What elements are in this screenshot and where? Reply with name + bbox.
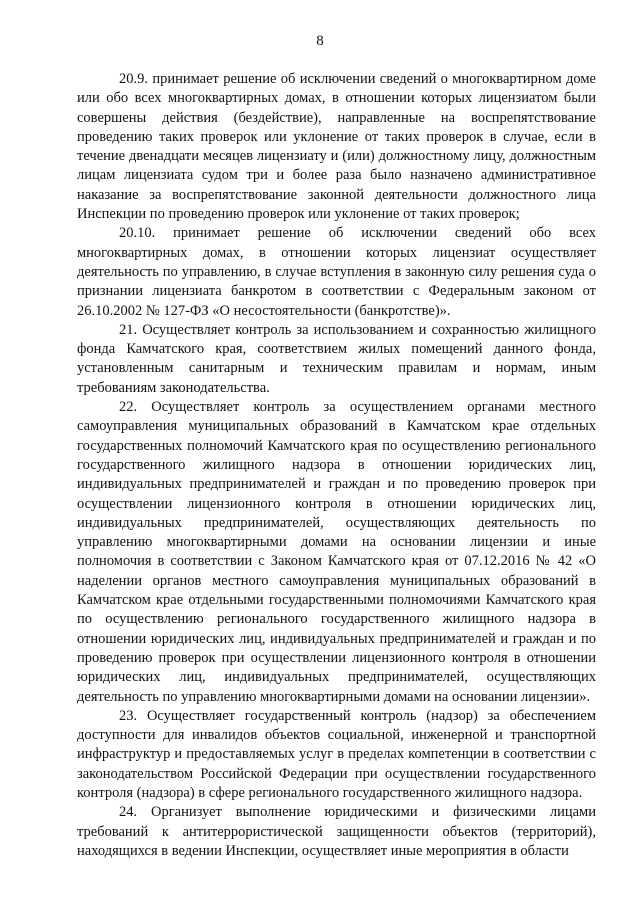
paragraph-20-10: 20.10. принимает решение об исключении сведений обо всех многоквартирных домах, в отношении которых лицензиат осуществляет деятельность по управлению, в случае вступления в законную силу решения суда о признании лицензиата банкротом в соответствии с Федеральным законом от 26.10.2002 № 127-ФЗ «О несостоятельности (банкротстве)». [77,225,596,319]
paragraph-20-9: 20.9. принимает решение об исключении сведений о многоквартирном доме или обо всех многоквартирных домах, в отношении которых лицензиатом были совершены действия (бездействие), направленные на воспрепятствование проведению таких проверок или уклонение от таких проверок в случае, если в течение двенадцати месяцев лицензиату и (или) должностному лицу, должностным лицам лицензиата судом три и более раза было назначено административное наказание за воспрепятствование законной деятельности должностного лица Инспекции по проведению проверок или уклонение от таких проверок; [77,71,596,223]
paragraph-23: 23. Осуществляет государственный контроль (надзор) за обеспечением доступности для инвалидов объектов социальной, инженерной и транспортной инфраструктур и предоставляемых услуг в пределах компетенции в соответствии с законодательством Российской Федерации при осуществлении государственного контроля (надзора) в сфере регионального государственного жилищного надзора. [77,707,596,801]
paragraph-24: 24. Организует выполнение юридическими и физическими лицами требований к антитеррористической защищенности объектов (территорий), находящихся в ведении Инспекции, осуществляет иные мероприятия в области [77,804,596,859]
paragraph-21: 21. Осуществляет контроль за использованием и сохранностью жилищного фонда Камчатского края, соответствием жилых помещений данного фонда, установленным санитарным и техническим правилам и нормам, иным требованиям законодательства. [77,321,596,396]
page-number: 8 [316,33,324,49]
document-body [77,70,596,861]
paragraph-22: 22. Осуществляет контроль за осуществлением органами местного самоуправления муниципальных образований в Камчатском крае отдельных государственных полномочий Камчатского края по осуществлению регионального государственного жилищного надзора в отношении юридических лиц, индивидуальных предпринимателей и граждан и по проведению проверок при осуществлении лицензионного контроля в отношении юридических лиц, индивидуальных предпринимателей, осуществляющих деятельность по управлению многоквартирными домами на основании лицензии и иные полномочия в соответствии с Законом Камчатского края от 07.12.2016 № 42 «О наделении органов местного самоуправления муниципальных образований в Камчатском крае отдельными государственными полномочиями Камчатского края по осуществлению регионального государственного жилищного надзора в отношении юридических лиц, индивидуальных предпринимателей и граждан и по проведению проверок при осуществлении лицензионного контроля в отношении юридических лиц, индивидуальных предпринимателей, осуществляющих деятельность по управлению многоквартирными домами на основании лицензии». [77,399,596,705]
